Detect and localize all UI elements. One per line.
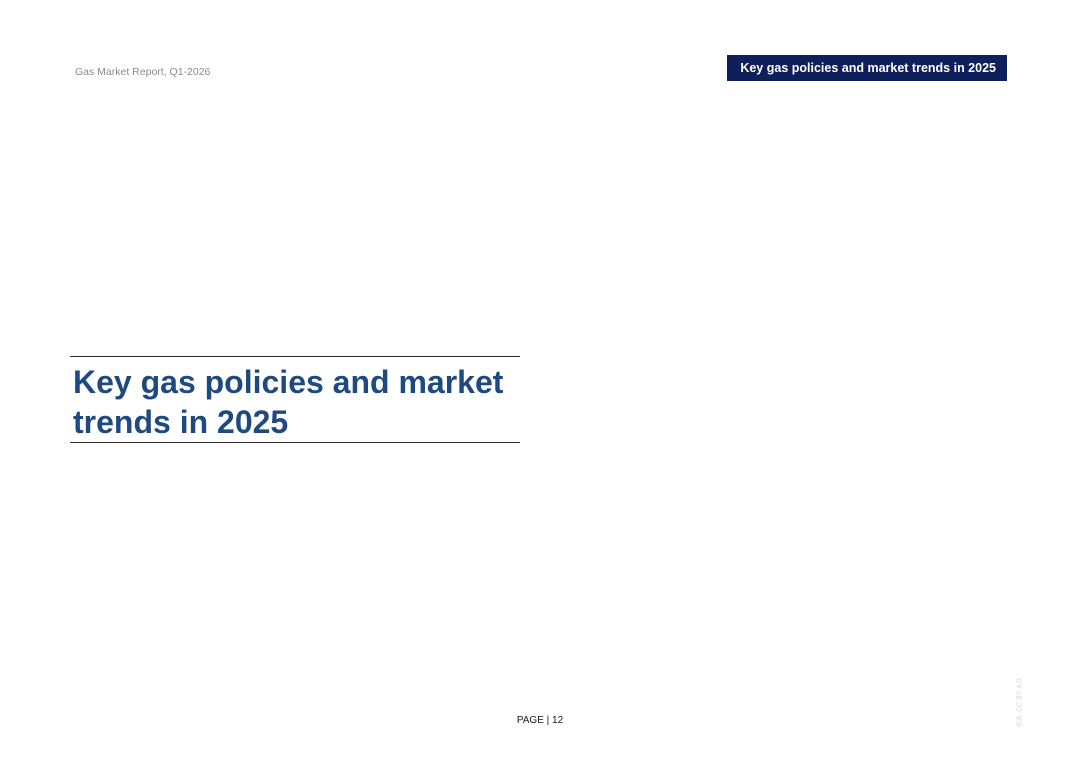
page-number: PAGE | 12	[516, 715, 564, 726]
license-watermark: IEA. CC BY 4.0.	[1016, 676, 1024, 728]
section-banner: Key gas policies and market trends in 2025	[727, 55, 1007, 81]
section-title: Key gas policies and market trends in 2025	[73, 364, 504, 440]
section-title-block	[70, 356, 520, 443]
report-name-header: Gas Market Report, Q1-2026	[75, 66, 211, 78]
